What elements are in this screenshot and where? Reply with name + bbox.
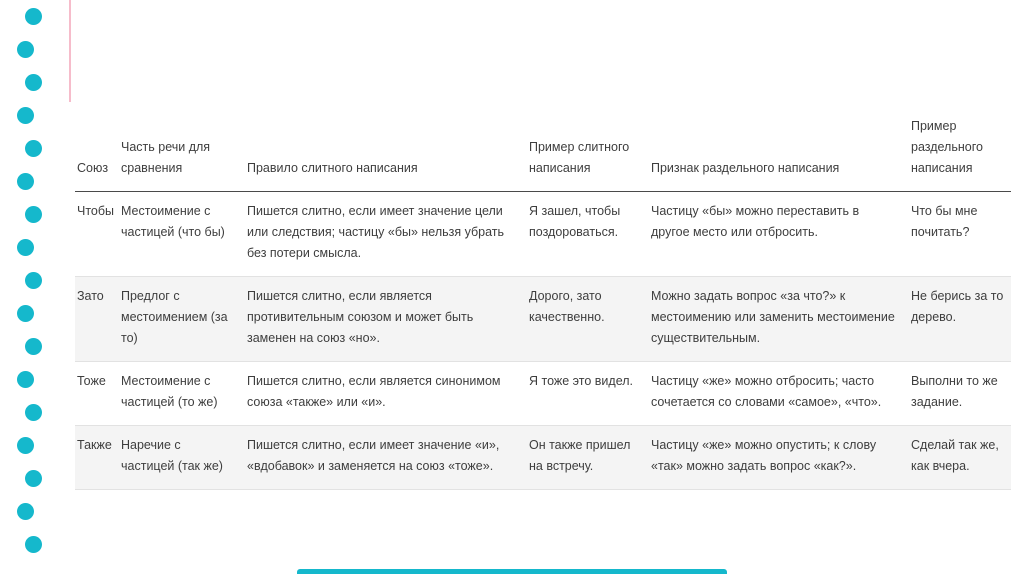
conjunctions-table bbox=[75, 110, 1011, 490]
binding-dot bbox=[17, 371, 34, 388]
cell-part-of-speech: Наречие с частицей (так же) bbox=[119, 426, 245, 490]
binding-dot bbox=[25, 536, 42, 553]
cell-part-of-speech: Предлог с местоимением (за то) bbox=[119, 277, 245, 362]
header-rule-joined: Правило слитного написания bbox=[245, 110, 527, 192]
cell-part-of-speech: Местоимение с частицей (то же) bbox=[119, 362, 245, 426]
binding-dot bbox=[25, 74, 42, 91]
cell-soyuz: Чтобы bbox=[75, 192, 119, 277]
cell-soyuz: Тоже bbox=[75, 362, 119, 426]
cell-example-joined: Я тоже это видел. bbox=[527, 362, 649, 426]
cell-sign-separate: Частицу «бы» можно переставить в другое место или отбросить. bbox=[649, 192, 909, 277]
cell-rule-joined: Пишется слитно, если имеет значение «и», «вдобавок» и заменяется на союз «тоже». bbox=[245, 426, 527, 490]
cell-sign-separate: Можно задать вопрос «за что?» к местоимению или заменить местоимение существительным. bbox=[649, 277, 909, 362]
binding-dot bbox=[17, 239, 34, 256]
binding-dot bbox=[17, 503, 34, 520]
binding-dot bbox=[17, 173, 34, 190]
binding-dot bbox=[17, 305, 34, 322]
header-example-joined: Пример слитного написания bbox=[527, 110, 649, 192]
table-row bbox=[75, 362, 1011, 426]
binding-dot bbox=[25, 206, 42, 223]
cell-example-joined: Дорого, зато качественно. bbox=[527, 277, 649, 362]
header-soyuz: Союз bbox=[75, 110, 119, 192]
cell-example-separate: Что бы мне почитать? bbox=[909, 192, 1011, 277]
binding-dot bbox=[25, 140, 42, 157]
cell-example-joined: Он также пришел на встречу. bbox=[527, 426, 649, 490]
cell-rule-joined: Пишется слитно, если имеет значение цели или следствия; частицу «бы» нельзя убрать без потери смысла. bbox=[245, 192, 527, 277]
cell-example-separate: Сделай так же, как вчера. bbox=[909, 426, 1011, 490]
header-example-separate: Пример раздельного написания bbox=[909, 110, 1011, 192]
cell-part-of-speech: Местоимение с частицей (что бы) bbox=[119, 192, 245, 277]
binding-dot bbox=[17, 107, 34, 124]
binding-dot bbox=[25, 470, 42, 487]
binding-dot bbox=[17, 41, 34, 58]
table-row bbox=[75, 192, 1011, 277]
binding-dot bbox=[25, 272, 42, 289]
binding-dot bbox=[17, 437, 34, 454]
header-part-of-speech: Часть речи для сравнения bbox=[119, 110, 245, 192]
notebook-binding bbox=[0, 0, 70, 574]
cell-sign-separate: Частицу «же» можно отбросить; часто сочетается со словами «самое», «что». bbox=[649, 362, 909, 426]
table-row bbox=[75, 277, 1011, 362]
header-sign-separate: Признак раздельного написания bbox=[649, 110, 909, 192]
cell-rule-joined: Пишется слитно, если является синонимом союза «также» или «и». bbox=[245, 362, 527, 426]
binding-dot bbox=[25, 404, 42, 421]
header-row bbox=[75, 110, 1011, 192]
cell-soyuz: Зато bbox=[75, 277, 119, 362]
margin-line bbox=[69, 0, 71, 102]
binding-dot bbox=[25, 338, 42, 355]
bottom-progress-bar bbox=[297, 569, 727, 574]
cell-rule-joined: Пишется слитно, если является противительным союзом и может быть заменен на союз «но». bbox=[245, 277, 527, 362]
table-row bbox=[75, 426, 1011, 490]
cell-soyuz: Также bbox=[75, 426, 119, 490]
cell-example-joined: Я зашел, чтобы поздороваться. bbox=[527, 192, 649, 277]
cell-example-separate: Выполни то же задание. bbox=[909, 362, 1011, 426]
binding-dot bbox=[25, 8, 42, 25]
cell-example-separate: Не берись за то дерево. bbox=[909, 277, 1011, 362]
cell-sign-separate: Частицу «же» можно опустить; к слову «так» можно задать вопрос «как?». bbox=[649, 426, 909, 490]
